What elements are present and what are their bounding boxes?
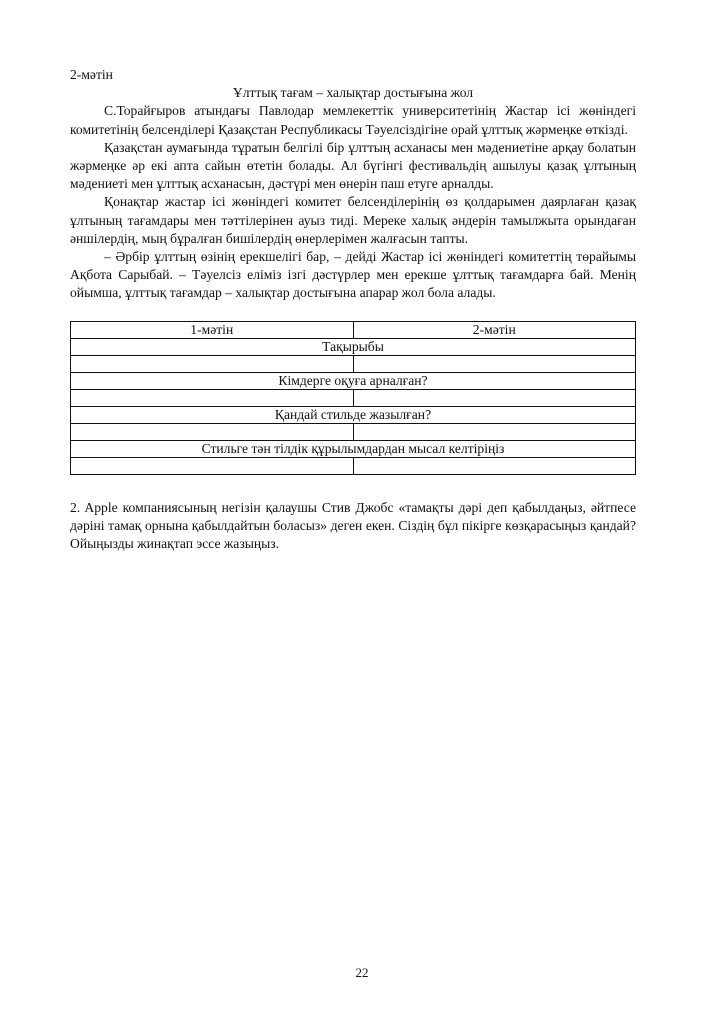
table-answer-row — [71, 457, 636, 474]
answer-cell-text-1 — [71, 457, 354, 474]
table-section-row — [71, 406, 636, 423]
table-section-row — [71, 440, 636, 457]
table-section-row — [71, 338, 636, 355]
section-heading-examples: Стильге тән тілдік құрылымдардан мысал келтіріңіз — [71, 440, 636, 457]
page-number: 22 — [355, 965, 369, 980]
answer-cell-text-2 — [353, 389, 636, 406]
column-header-text-1: 1-мәтін — [71, 321, 354, 338]
article-title: Ұлттық тағам – халықтар достығына жол — [232, 85, 474, 101]
table-answer-row — [71, 389, 636, 406]
section-heading-audience: Кімдерге оқуға арналған? — [71, 372, 636, 389]
paragraph-3: Қонақтар жастар ісі жөніндегі комитет белсенділерінің өз қолдарымен даярлаған қазақ ұлтының тағамдары мен тәттілерінен ауыз тиді. Мереке халық әндерін тамылжыта орындаған әншілердің, мың бұралған бишілердің өнерлерімен жалғасын тапты. — [70, 194, 636, 246]
answer-cell-text-2 — [353, 423, 636, 440]
paragraph-2: Қазақстан аумағында тұратын белгілі бір ұлттың асханасы мен мәдениетіне арқау болатын жәрмеңке әр екі апта сайын өтетін болады. Ал бүгінгі фестивальдің ашылуы қазақ ұлтының мәдениеті мен ұлттық асханасын, дәстүрі мен өнерін паш етуге арналды. — [70, 139, 636, 192]
text-label: 2-мәтін — [70, 67, 113, 82]
answer-cell-text-2 — [353, 355, 636, 372]
paragraph-4: – Әрбір ұлттың өзінің ерекшелігі бар, – дейді Жастар ісі жөніндегі комитеттің төрайымы Ақбота Сарыбай. – Тәуелсіз еліміз ізгі дәстүрлер мен ерекше ұлттық тағамдарға бай. Менің ойымша, ұлттық тағамдар – халықтар достығына апарар жол бола алады. — [70, 249, 636, 301]
table-answer-row — [71, 423, 636, 440]
table-answer-row — [71, 355, 636, 372]
comparison-table — [70, 321, 636, 475]
paragraph-1: С.Торайғыров атындағы Павлодар мемлекеттік университетінің Жастар ісі жөніндегі комитетінің белсенділері Қазақстан Республикасы Тәуелсіздігіне орай ұлттық жәрмеңке өткізді. — [70, 103, 636, 137]
table-section-row — [71, 372, 636, 389]
section-heading-topic: Тақырыбы — [71, 338, 636, 355]
table-header-row — [71, 321, 636, 338]
page-content — [70, 66, 636, 553]
answer-cell-text-1 — [71, 355, 354, 372]
column-header-text-2: 2-мәтін — [353, 321, 636, 338]
answer-cell-text-1 — [71, 389, 354, 406]
section-heading-style: Қандай стильде жазылған? — [71, 406, 636, 423]
answer-cell-text-2 — [353, 457, 636, 474]
answer-cell-text-1 — [71, 423, 354, 440]
essay-task: 2. Apple компаниясының негізін қалаушы Стив Джобс «тамақты дәрі деп қабылдаңыз, әйтпесе дәріні тамақ орнына қабылдайтын боласыз» деген екен. Сіздің бұл пікірге көзқарасыңыз қандай? Ойыңызды жинақтап эссе жазыңыз. — [70, 499, 636, 552]
